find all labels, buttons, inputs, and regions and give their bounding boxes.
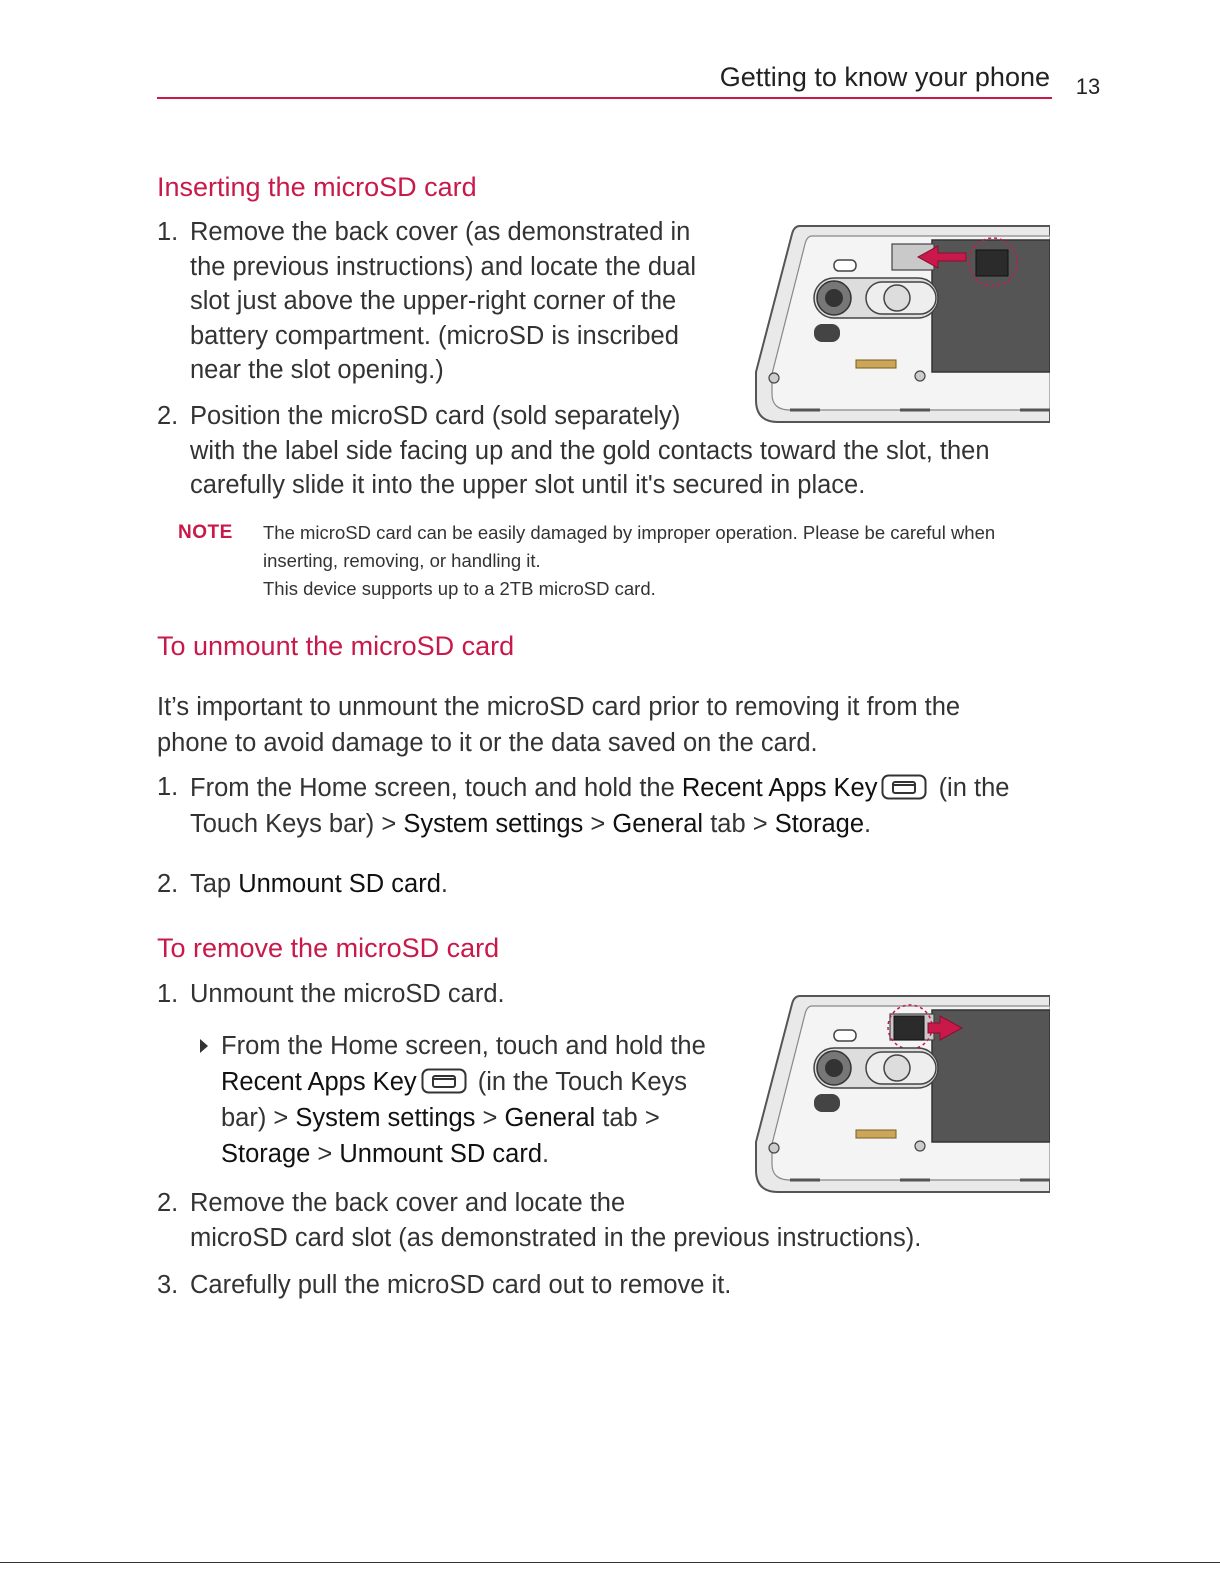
intro-line: It’s important to unmount the microSD card prior to removing it from the [157, 693, 961, 721]
step-number: 3. [157, 1271, 179, 1299]
note-text [263, 519, 995, 603]
step-line: From the Home screen, touch and hold the Recent Apps Key (in the [190, 774, 1010, 802]
step-line: near the slot opening.) [190, 356, 444, 384]
header-rule [157, 97, 1052, 99]
phone-insert-illustration [750, 222, 1050, 428]
intro-paragraph [157, 689, 960, 761]
section-title-remove: To remove the microSD card [157, 933, 500, 963]
step-line: Remove the back cover and locate the [190, 1189, 626, 1217]
step-line: From the Home screen, touch and hold the [221, 1032, 706, 1060]
step-number: 2. [157, 870, 179, 898]
step-number: 2. [157, 1189, 179, 1217]
step-line: the previous instructions) and locate the dual [190, 252, 697, 281]
step-text: Carefully pull the microSD card out to remove it. [190, 1271, 732, 1299]
step-line: Position the microSD card (sold separately) [190, 402, 681, 430]
step-line: Touch Keys bar) > System settings > General tab > Storage. [190, 810, 872, 838]
note-line: inserting, removing, or handling it. [263, 550, 541, 571]
step-line: bar) > System settings > General tab > [221, 1104, 660, 1132]
step-text: Unmount the microSD card. [190, 980, 505, 1008]
intro-line: phone to avoid damage to it or the data saved on the card. [157, 729, 818, 757]
note-label: NOTE [178, 522, 233, 543]
step-line: carefully slide it into the upper slot until it's secured in place. [190, 471, 866, 499]
step-line: microSD card slot (as demonstrated in the previous instructions). [190, 1223, 922, 1252]
phone-remove-illustration [750, 992, 1050, 1196]
step-line: Recent Apps Key (in the Touch Keys [221, 1068, 688, 1096]
step-line: battery compartment. (microSD is inscribed [190, 321, 679, 350]
recent-apps-key-icon [421, 1068, 467, 1094]
step-line: slot just above the upper-right corner of the [190, 287, 677, 315]
step-number: 1. [157, 218, 179, 246]
step-number: 2. [157, 402, 179, 430]
step-line: Storage > Unmount SD card. [221, 1140, 550, 1168]
page-number: 13 [1075, 74, 1101, 99]
section-title-inserting: Inserting the microSD card [157, 172, 477, 202]
step-line: with the label side facing up and the gold contacts toward the slot, then [190, 436, 990, 465]
step-number: 1. [157, 980, 179, 1008]
step-number: 1. [157, 773, 179, 801]
bullet-triangle-icon [198, 1037, 210, 1055]
note-line: This device supports up to a 2TB microSD card. [263, 578, 656, 599]
step-text [190, 1186, 921, 1255]
running-header-title: Getting to know your phone [719, 62, 1050, 92]
sub-step-text [221, 1028, 706, 1172]
note-line: The microSD card can be easily damaged by improper operation. Please be careful when [263, 522, 996, 543]
page-bottom-rule [0, 1562, 1220, 1563]
step-text: Tap Unmount SD card. [190, 870, 448, 898]
step-line: Remove the back cover (as demonstrated in [190, 218, 691, 246]
step-text [190, 215, 696, 388]
step-text [190, 399, 990, 503]
recent-apps-key-icon [881, 774, 927, 800]
step-text [190, 770, 1009, 842]
section-title-unmount: To unmount the microSD card [157, 631, 515, 661]
recent-apps-key-label: Recent Apps Key [681, 774, 878, 802]
